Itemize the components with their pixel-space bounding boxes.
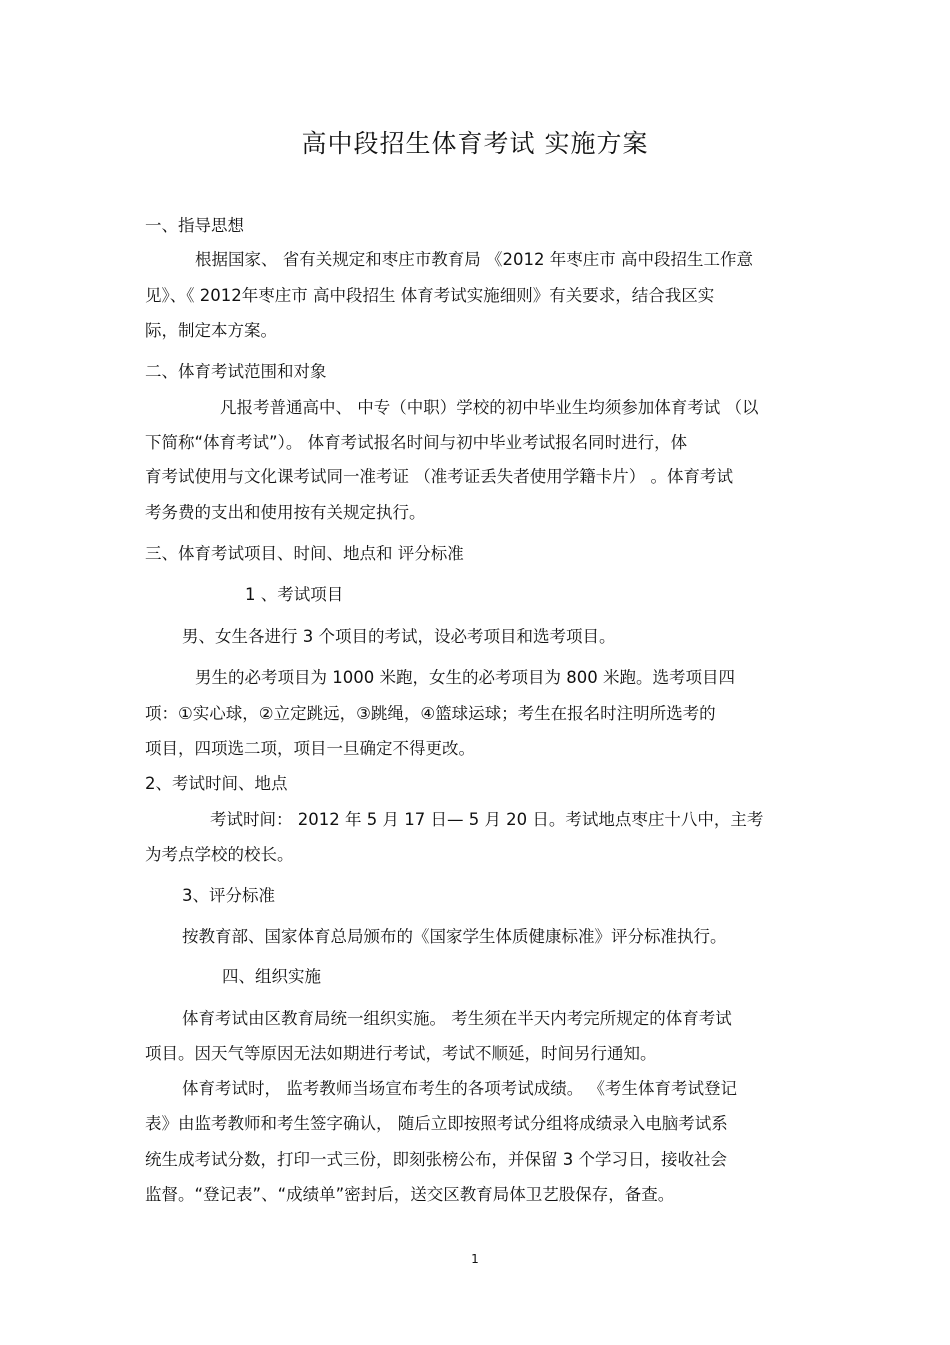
heading-items-time-place: 三、体育考试项目、时间、地点和 评分标准: [145, 544, 464, 563]
paragraph-line: 考试时间： 2012 年 5 月 17 日— 5 月 20 日。考试地点枣庄十八中，主考: [210, 810, 764, 829]
paragraph-line: 根据国家、 省有关规定和枣庄市教育局 《2012 年枣庄市 高中段招生工作意: [195, 250, 753, 269]
paragraph-line: 体育考试时， 监考教师当场宣布考生的各项考试成绩。 《考生体育考试登记: [182, 1079, 737, 1098]
heading-organization: 四、组织实施: [222, 967, 321, 986]
paragraph-line: 男、女生各进行 3 个项目的考试，设必考项目和选考项目。: [182, 627, 616, 646]
paragraph-line: 项目，四项选二项，项目一旦确定不得更改。: [145, 739, 475, 758]
paragraph-line: 项：①实心球，②立定跳远，③跳绳，④篮球运球；考生在报名时注明所选考的: [145, 704, 716, 723]
paragraph-line: 统生成考试分数，打印一式三份，即刻张榜公布，并保留 3 个学习日，接收社会: [145, 1150, 727, 1169]
paragraph-line: 为考点学校的校长。: [145, 845, 294, 864]
paragraph-line: 男生的必考项目为 1000 米跑，女生的必考项目为 800 米跑。选考项目四: [195, 668, 735, 687]
heading-guiding-thought: 一、指导思想: [145, 216, 244, 235]
paragraph-line: 际，制定本方案。: [145, 321, 277, 340]
paragraph-line: 下简称“体育考试”）。 体育考试报名时间与初中毕业考试报名同时进行，体: [145, 433, 688, 452]
paragraph-line: 育考试使用与文化课考试同一准考证 （准考证丢失者使用学籍卡片） 。体育考试: [145, 467, 733, 486]
paragraph-line: 监督。“登记表”、“成绩单”密封后，送交区教育局体卫艺股保存，备查。: [145, 1185, 675, 1204]
subheading-scoring-standard: 3、评分标准: [182, 886, 275, 905]
paragraph-line: 凡报考普通高中、 中专（中职）学校的初中毕业生均须参加体育考试 （以: [220, 398, 759, 417]
subheading-exam-time-place: 2、考试时间、地点: [145, 774, 288, 793]
paragraph-line: 考务费的支出和使用按有关规定执行。: [145, 503, 426, 522]
subheading-exam-items: 1 、考试项目: [245, 585, 344, 604]
page-number: 1: [471, 1252, 479, 1266]
paragraph-line: 见》、《 2012年枣庄市 高中段招生 体育考试实施细则》有关要求，结合我区实: [145, 286, 715, 305]
paragraph-line: 体育考试由区教育局统一组织实施。 考生须在半天内考完所规定的体育考试: [182, 1009, 732, 1028]
paragraph-line: 项目。因天气等原因无法如期进行考试，考试不顺延，时间另行通知。: [145, 1044, 657, 1063]
heading-scope: 二、体育考试范围和对象: [145, 362, 327, 381]
paragraph-line: 按教育部、国家体育总局颁布的《国家学生体质健康标准》评分标准执行。: [182, 927, 727, 946]
paragraph-line: 表》由监考教师和考生签字确认， 随后立即按照考试分组将成绩录入电脑考试系: [145, 1114, 728, 1133]
document-title: 高中段招生体育考试 实施方案: [301, 129, 649, 158]
